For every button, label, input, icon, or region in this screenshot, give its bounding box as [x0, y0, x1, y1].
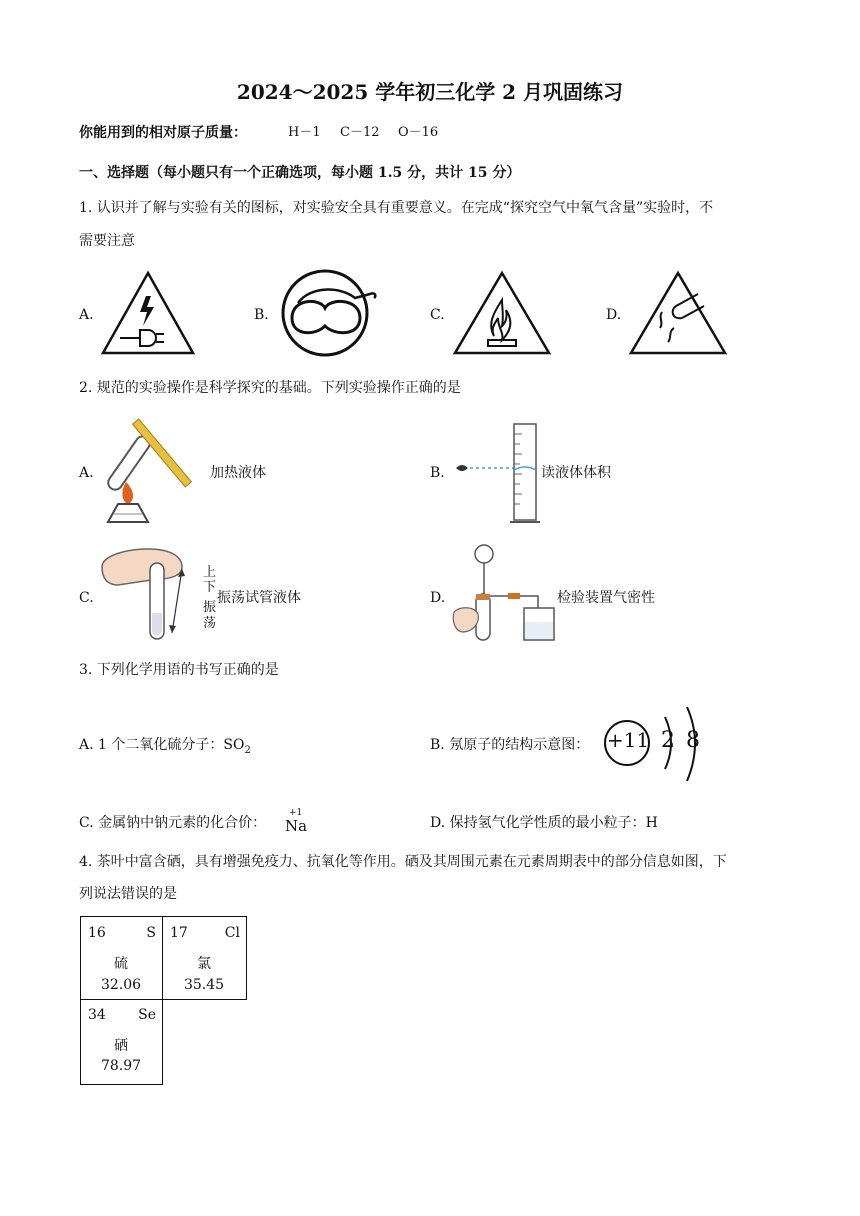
atom-shell-1: 2 [661, 728, 675, 753]
element-number: 16 [88, 925, 106, 941]
shake-label-1: 上 [203, 565, 217, 580]
element-name: 硫 [114, 956, 128, 972]
q3-option-d[interactable]: D. 保持氢气化学性质的最小粒子：H [430, 815, 658, 831]
element-symbol: Se [138, 1007, 156, 1023]
element-cell-selenium [80, 1000, 163, 1085]
atomic-mass-o: O－16 [398, 125, 439, 140]
element-cell-chlorine [163, 916, 247, 1000]
q1-option-c[interactable]: C. [430, 307, 445, 323]
q4-stem-line2: 列说法错误的是 [79, 886, 177, 902]
section-heading: 一、选择题（每小题只有一个正确选项，每小题 1.5 分，共计 15 分） [79, 165, 521, 181]
valence-mark: +1 [289, 808, 303, 818]
q3-option-a-text: A. 1 个二氧化硫分子：SO [79, 737, 245, 753]
airtightness-illustration [452, 542, 562, 646]
shake-label-2: 下 [203, 580, 217, 595]
atom-nucleus-charge: +11 [606, 728, 650, 752]
q1-option-a[interactable]: A. [79, 307, 94, 323]
q2-option-c-caption: 振荡试管液体 [217, 590, 301, 606]
flame-hazard-icon [452, 270, 552, 356]
q2-option-b-caption: 读液体体积 [541, 465, 611, 481]
element-mass: 78.97 [100, 1058, 142, 1074]
atomic-mass-c: C－12 [340, 125, 380, 140]
atomic-mass-label: 你能用到的相对原子质量： [79, 125, 247, 141]
q2-option-d[interactable]: D. [430, 590, 446, 606]
reading-volume-illustration [452, 418, 542, 524]
q1-option-b[interactable]: B. [254, 307, 269, 323]
element-name: 硒 [114, 1038, 128, 1054]
q2-option-c[interactable]: C. [79, 590, 94, 606]
q1-stem-line1: 1. 认识并了解与实验有关的图标，对实验安全具有重要意义。在完成“探究空气中氧气含量”实验时，不 [79, 200, 714, 216]
q2-option-d-caption: 检验装置气密性 [557, 590, 655, 606]
q3-option-a-subscript: 2 [244, 744, 251, 756]
q1-stem-line2: 需要注意 [79, 233, 135, 249]
q2-stem: 2. 规范的实验操作是科学探究的基础。下列实验操作正确的是 [79, 380, 461, 396]
heating-liquid-illustration [98, 412, 208, 532]
q4-stem-line1: 4. 茶叶中富含硒，具有增强免疫力、抗氧化等作用。硒及其周围元素在元素周期表中的部分信息如图，下 [79, 854, 727, 870]
element-mass: 32.06 [100, 977, 142, 993]
q2-option-b[interactable]: B. [430, 465, 445, 481]
shake-label-3: 振 [203, 600, 217, 615]
q3-option-c[interactable]: C. 金属钠中钠元素的化合价： [79, 815, 267, 831]
q3-stem: 3. 下列化学用语的书写正确的是 [79, 662, 279, 678]
shake-label-4: 荡 [203, 616, 217, 631]
q2-option-a-caption: 加热液体 [210, 465, 266, 481]
q3-option-a[interactable] [79, 735, 251, 761]
element-cell-sulfur [80, 916, 163, 1000]
goggles-icon [280, 268, 380, 358]
hot-surface-icon [628, 270, 728, 356]
element-symbol: Cl [224, 925, 240, 941]
atom-shell-2: 8 [686, 728, 700, 753]
q3-option-b[interactable]: B. 氖原子的结构示意图： [430, 737, 590, 753]
element-number: 17 [170, 925, 188, 941]
element-symbol: S [146, 925, 156, 941]
q2-option-a[interactable]: A. [79, 465, 94, 481]
element-name: 氯 [197, 956, 211, 972]
element-number: 34 [88, 1007, 106, 1023]
sodium-symbol: Na [285, 817, 308, 835]
element-mass: 35.45 [183, 977, 225, 993]
atomic-mass-h: H－1 [288, 125, 321, 140]
q1-option-d[interactable]: D. [606, 307, 622, 323]
electric-hazard-icon [100, 270, 196, 356]
page-title: 2024～2025 学年初三化学 2 月巩固练习 [236, 80, 624, 104]
shaking-tube-illustration [98, 545, 198, 645]
